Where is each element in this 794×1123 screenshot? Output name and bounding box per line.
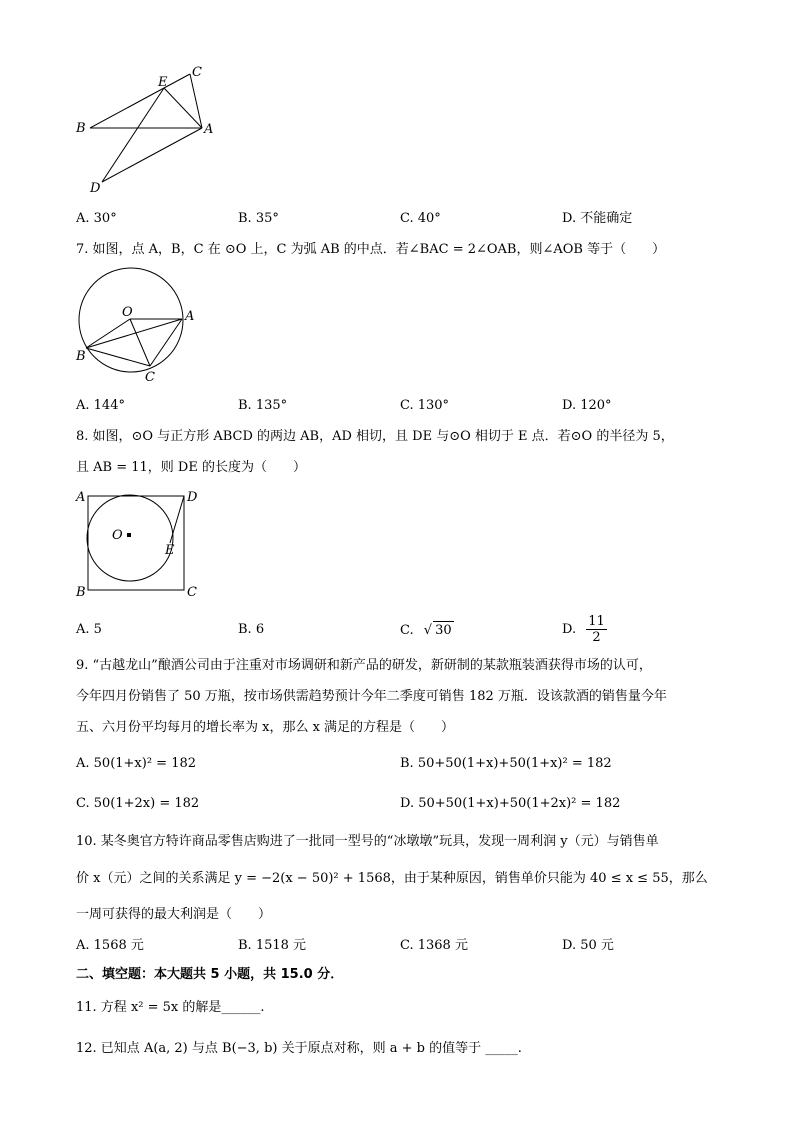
segment-bc — [86, 348, 150, 366]
q8-question-line2: 且 AB = 11，则 DE 的长度为（ ） — [76, 460, 306, 475]
q12-question: 12. 已知点 A(a, 2) 与点 B(−3, b) 关于原点对称，则 a + b 的值等于 _____. — [76, 1041, 522, 1056]
label-e: E — [165, 543, 175, 558]
q10-option-d: D. 50 元 — [562, 938, 614, 953]
q9-question-line3: 五、六月份平均每月的增长率为 x，那么 x 满足的方程是（ ） — [76, 720, 455, 735]
segment-ec — [164, 74, 190, 88]
q8-option-d — [562, 608, 607, 652]
q9-option-b: B. 50+50(1+x)+50(1+x)² = 182 — [400, 756, 612, 771]
q11-question: 11. 方程 x² = 5x 的解是______. — [76, 1000, 265, 1015]
q9-option-c: C. 50(1+2x) = 182 — [76, 796, 200, 811]
label-b: B — [76, 349, 86, 364]
label-c: C — [145, 370, 155, 385]
segment-ba — [86, 319, 182, 348]
label-e: E — [158, 75, 168, 90]
segment-oc — [130, 319, 150, 366]
circle-o — [79, 268, 183, 372]
section-2-title: 二、填空题：本大题共 5 小题，共 15.0 分． — [76, 967, 344, 982]
q7-option-d: D. 120° — [562, 398, 612, 413]
figure-q8 — [70, 486, 210, 602]
q8-option-a: A. 5 — [76, 622, 102, 637]
label-a: A — [185, 309, 195, 324]
label-b: B — [76, 585, 86, 600]
label-d: D — [90, 181, 101, 196]
q7-option-c: C. 130° — [400, 398, 450, 413]
figure-q6 — [70, 60, 230, 200]
label-c: C — [192, 65, 202, 80]
q7-option-a: A. 144° — [76, 398, 125, 413]
q9-option-d: D. 50+50(1+x)+50(1+2x)² = 182 — [400, 796, 621, 811]
q6-option-c: C. 40° — [400, 211, 441, 226]
center-o-dot — [127, 533, 131, 537]
q7-question: 7. 如图，点 A，B，C 在 ⊙O 上，C 为弧 AB 的中点．若∠BAC = 2∠OAB，则∠AOB 等于（ ） — [76, 242, 666, 257]
q8-option-c: C. √ 30 — [400, 623, 452, 638]
q8-option-d-numerator: 11 — [588, 614, 605, 629]
q8-option-c-label: C. — [400, 623, 414, 638]
q7-option-b: B. 135° — [238, 398, 288, 413]
label-d: D — [187, 490, 198, 505]
q10-option-b: B. 1518 元 — [238, 938, 307, 953]
figure-q7 — [70, 264, 210, 389]
q8-option-b: B. 6 — [238, 622, 265, 637]
q8-option-d-denominator: 2 — [592, 630, 601, 645]
q6-option-a: A. 30° — [76, 211, 117, 226]
segment-ob — [86, 319, 130, 348]
q10-question-line3: 一周可获得的最大利润是（ ） — [76, 907, 272, 922]
q8-option-d-label: D. — [562, 622, 577, 637]
label-o: O — [112, 528, 123, 543]
q9-option-a: A. 50(1+x)² = 182 — [76, 756, 197, 771]
label-b: B — [76, 121, 86, 136]
segment-da — [102, 128, 202, 182]
q9-question-line2: 今年四月份销售了 50 万瓶，按市场供需趋势预计今年二季度可销售 182 万瓶．设该款酒的销售量今年 — [76, 689, 667, 704]
label-a: A — [76, 490, 86, 505]
segment-be — [90, 88, 164, 128]
segment-ea — [164, 88, 202, 128]
q6-option-b: B. 35° — [238, 211, 279, 226]
q9-question-line1: 9. “古越龙山”酿酒公司由于注重对市场调研和新产品的研发，新研制的某款瓶装酒获得市场的认可， — [76, 658, 652, 673]
segment-ca — [190, 74, 202, 128]
segment-de — [170, 496, 184, 543]
q10-option-c: C. 1368 元 — [400, 938, 468, 953]
q10-question-line1: 10. 某冬奥官方特许商品零售店购进了一批同一型号的“冰墩墩”玩具，发现一周利润 y（元）与销售单 — [76, 834, 659, 849]
label-c: C — [187, 585, 197, 600]
label-o: O — [122, 305, 133, 320]
q10-question-line2: 价 x（元）之间的关系满足 y = −2(x − 50)² + 1568，由于某种原因，销售单价只能为 40 ≤ x ≤ 55，那么 — [76, 871, 708, 886]
q8-question-line1: 8. 如图，⊙O 与正方形 ABCD 的两边 AB，AD 相切，且 DE 与⊙O 相切于 E 点．若⊙O 的半径为 5， — [76, 429, 674, 444]
q8-option-c-radicand: 30 — [435, 623, 452, 638]
circle-o — [87, 495, 173, 581]
segment-de — [102, 88, 164, 182]
q6-option-d: D. 不能确定 — [562, 211, 633, 226]
label-a: A — [204, 122, 214, 137]
q10-option-a: A. 1568 元 — [76, 938, 144, 953]
